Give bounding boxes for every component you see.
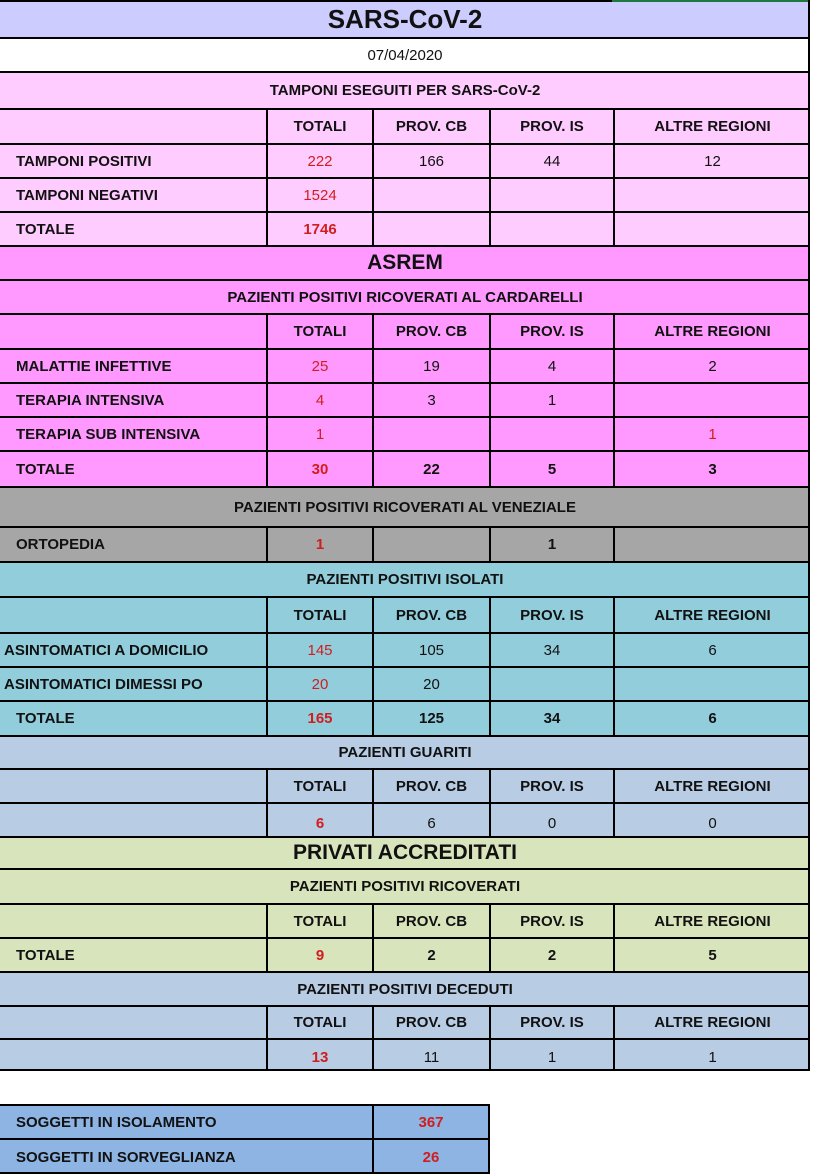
asrem-header-row xyxy=(0,281,810,315)
asrem-title-row xyxy=(0,247,810,281)
row-label: ORTOPEDIA xyxy=(16,536,105,553)
value-prov-is: 5 xyxy=(489,452,613,486)
value-prov-is: 0 xyxy=(489,804,613,836)
value-totali: 1 xyxy=(266,528,372,561)
row-label: TAMPONI NEGATIVI xyxy=(16,186,158,204)
column-header-prov-cb: PROV. CB xyxy=(372,770,489,802)
isolati-section-header: PAZIENTI POSITIVI ISOLATI xyxy=(306,571,504,588)
value-altre-regioni: 6 xyxy=(613,702,810,735)
value-totali: 25 xyxy=(266,350,372,382)
report-date: 07/04/2020 xyxy=(367,46,443,64)
summary-row xyxy=(0,1140,488,1174)
value-totali: 6 xyxy=(266,804,372,836)
column-header-prov-cb: PROV. CB xyxy=(372,905,489,937)
value-altre-regioni: 1 xyxy=(613,418,810,450)
value-totali: 13 xyxy=(266,1040,372,1069)
asrem-title: ASREM xyxy=(367,251,443,274)
value-totali: 222 xyxy=(266,145,372,177)
value-prov-cb: 105 xyxy=(372,634,489,666)
value-prov-cb: 22 xyxy=(372,452,489,486)
veneziale-header-row xyxy=(0,488,810,528)
deceduti-header-row xyxy=(0,973,810,1007)
table-row xyxy=(0,939,810,973)
column-header-prov-is: PROV. IS xyxy=(489,598,613,632)
cardarelli-section-header: PAZIENTI POSITIVI RICOVERATI AL CARDARELLI xyxy=(227,288,583,306)
value-altre-regioni xyxy=(613,668,810,700)
row-label: TOTALE xyxy=(16,946,75,964)
column-header-altre-regioni: ALTRE REGIONI xyxy=(613,905,810,937)
value-prov-is: 1 xyxy=(489,528,613,561)
row-label: TOTALE xyxy=(16,710,75,727)
value-prov-cb xyxy=(372,179,489,211)
table-row xyxy=(0,668,810,702)
column-header-totali: TOTALI xyxy=(266,1007,372,1038)
column-header-totali: TOTALI xyxy=(266,110,372,143)
tamponi-header-row xyxy=(0,73,810,110)
value-prov-cb xyxy=(372,213,489,245)
value-prov-is: 4 xyxy=(489,350,613,382)
column-header-altre-regioni: ALTRE REGIONI xyxy=(613,598,810,632)
value-altre-regioni: 5 xyxy=(613,939,810,971)
value-totali: 1 xyxy=(266,418,372,450)
value-prov-is: 34 xyxy=(489,634,613,666)
row-label: ASINTOMATICI DIMESSI PO xyxy=(4,675,203,693)
title-row xyxy=(0,0,810,39)
value-totali: 145 xyxy=(266,634,372,666)
value-prov-cb: 19 xyxy=(372,350,489,382)
value-prov-is xyxy=(489,179,613,211)
row-label: ASINTOMATICI A DOMICILIO xyxy=(4,641,209,659)
value-altre-regioni: 1 xyxy=(613,1040,810,1069)
row-label: MALATTIE INFETTIVE xyxy=(16,357,172,375)
column-header-totali: TOTALI xyxy=(266,598,372,632)
value-prov-is: 2 xyxy=(489,939,613,971)
table-row xyxy=(0,418,810,452)
value-prov-cb xyxy=(372,528,489,561)
guariti-section-header: PAZIENTI GUARITI xyxy=(338,744,472,761)
value-prov-is: 1 xyxy=(489,1040,613,1069)
value-totali: 4 xyxy=(266,384,372,416)
isolati-header-row xyxy=(0,563,810,598)
page-title: SARS-CoV-2 xyxy=(327,4,483,34)
value-prov-is: 34 xyxy=(489,702,613,735)
privati-title: PRIVATI ACCREDITATI xyxy=(293,841,517,864)
value-altre-regioni: 2 xyxy=(613,350,810,382)
row-label: TOTALE xyxy=(16,460,75,478)
table-row xyxy=(0,145,810,179)
table-row xyxy=(0,528,810,563)
table-row xyxy=(0,213,810,247)
summary-table xyxy=(0,1104,490,1174)
value-prov-cb: 2 xyxy=(372,939,489,971)
column-header-totali: TOTALI xyxy=(266,905,372,937)
date-row xyxy=(0,39,810,73)
column-header-prov-is: PROV. IS xyxy=(489,110,613,143)
summary-label: SOGGETTI IN SORVEGLIANZA xyxy=(16,1148,236,1166)
table-row xyxy=(0,1040,810,1071)
column-header-prov-is: PROV. IS xyxy=(489,905,613,937)
value-altre-regioni xyxy=(613,179,810,211)
value-altre-regioni: 12 xyxy=(613,145,810,177)
value-totali: 20 xyxy=(266,668,372,700)
column-header-altre-regioni: ALTRE REGIONI xyxy=(613,110,810,143)
value-totali: 30 xyxy=(266,452,372,486)
column-header-prov-is: PROV. IS xyxy=(489,315,613,348)
veneziale-section-header: PAZIENTI POSITIVI RICOVERATI AL VENEZIALE xyxy=(234,498,576,516)
guariti-header-row xyxy=(0,737,810,770)
value-prov-cb: 166 xyxy=(372,145,489,177)
column-header-altre-regioni: ALTRE REGIONI xyxy=(613,1007,810,1038)
tamponi-columns-row xyxy=(0,110,810,145)
value-altre-regioni: 6 xyxy=(613,634,810,666)
privati-title-row xyxy=(0,838,810,870)
summary-label: SOGGETTI IN ISOLAMENTO xyxy=(16,1113,217,1131)
value-totali: 1746 xyxy=(266,213,372,245)
value-prov-cb xyxy=(372,418,489,450)
deceduti-section-header: PAZIENTI POSITIVI DECEDUTI xyxy=(297,980,513,998)
value-prov-is: 44 xyxy=(489,145,613,177)
value-prov-cb: 6 xyxy=(372,804,489,836)
privati-header-row xyxy=(0,870,810,905)
row-label: TERAPIA SUB INTENSIVA xyxy=(16,425,201,443)
summary-value: 367 xyxy=(372,1106,488,1138)
guariti-columns-row xyxy=(0,770,810,804)
column-header-prov-cb: PROV. CB xyxy=(372,315,489,348)
cell-selection-marker xyxy=(612,0,810,2)
value-prov-cb: 20 xyxy=(372,668,489,700)
value-prov-is: 1 xyxy=(489,384,613,416)
value-prov-cb: 125 xyxy=(372,702,489,735)
column-header-altre-regioni: ALTRE REGIONI xyxy=(613,315,810,348)
value-prov-is xyxy=(489,418,613,450)
deceduti-columns-row xyxy=(0,1007,810,1040)
tamponi-section-header: TAMPONI ESEGUITI PER SARS-CoV-2 xyxy=(269,82,541,99)
value-totali: 1524 xyxy=(266,179,372,211)
table-row xyxy=(0,634,810,668)
value-totali: 165 xyxy=(266,702,372,735)
value-prov-is xyxy=(489,213,613,245)
value-totali: 9 xyxy=(266,939,372,971)
value-prov-cb: 11 xyxy=(372,1040,489,1069)
value-altre-regioni xyxy=(613,528,810,561)
privati-section-header: PAZIENTI POSITIVI RICOVERATI xyxy=(289,878,521,895)
column-header-prov-cb: PROV. CB xyxy=(372,110,489,143)
value-prov-is xyxy=(489,668,613,700)
asrem-columns-row xyxy=(0,315,810,350)
table-row xyxy=(0,702,810,737)
column-header-prov-is: PROV. IS xyxy=(489,1007,613,1038)
value-prov-cb: 3 xyxy=(372,384,489,416)
privati-columns-row xyxy=(0,905,810,939)
table-row xyxy=(0,452,810,488)
summary-row xyxy=(0,1106,488,1140)
column-header-altre-regioni: ALTRE REGIONI xyxy=(613,770,810,802)
column-header-prov-cb: PROV. CB xyxy=(372,598,489,632)
value-altre-regioni xyxy=(613,384,810,416)
isolati-columns-row xyxy=(0,598,810,634)
row-label: TAMPONI POSITIVI xyxy=(16,152,152,170)
column-header-prov-is: PROV. IS xyxy=(489,770,613,802)
summary-value: 26 xyxy=(372,1140,488,1174)
table-row xyxy=(0,384,810,418)
table-row xyxy=(0,804,810,838)
row-label: TOTALE xyxy=(16,220,75,238)
value-altre-regioni xyxy=(613,213,810,245)
value-altre-regioni: 3 xyxy=(613,452,810,486)
table-row xyxy=(0,350,810,384)
column-header-prov-cb: PROV. CB xyxy=(372,1007,489,1038)
table-row xyxy=(0,179,810,213)
row-label: TERAPIA INTENSIVA xyxy=(16,391,165,409)
value-altre-regioni: 0 xyxy=(613,804,810,836)
column-header-totali: TOTALI xyxy=(266,315,372,348)
column-header-totali: TOTALI xyxy=(266,770,372,802)
